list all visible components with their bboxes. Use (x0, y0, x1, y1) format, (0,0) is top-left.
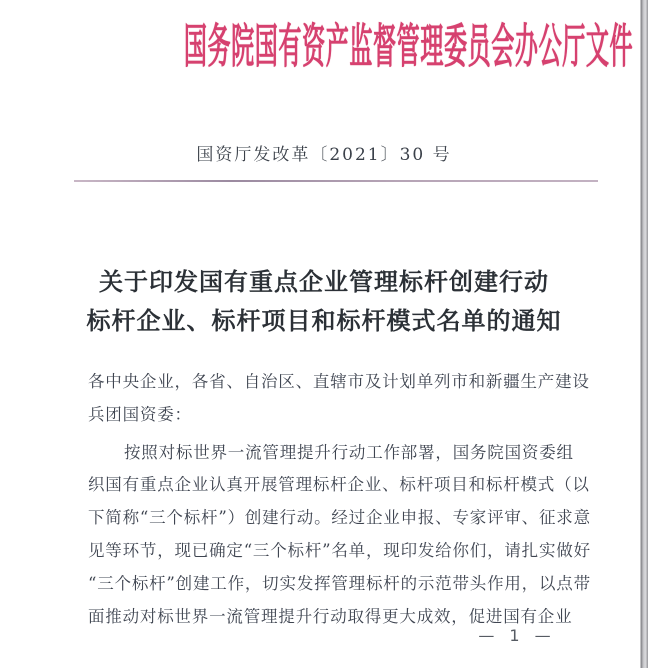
issuing-authority-title: 国务院国有资产监督管理委员会办公厅文件 (183, 18, 634, 74)
body-line: 见等环节，现已确定“三个标杆”名单，现印发给你们，请扎实做好 (88, 540, 591, 560)
document-title (0, 262, 648, 340)
body-line: 按照对标世界一流管理提升行动工作部署，国务院国资委组 (124, 442, 574, 462)
body-line: “三个标杆”创建工作，切实发挥管理标杆的示范带头作用，以点带 (88, 573, 591, 593)
scan-edge-shadow (638, 0, 648, 668)
document-body (88, 366, 593, 633)
document-title-line-1: 关于印发国有重点企业管理标杆创建行动 (99, 267, 549, 296)
body-line: 面推动对标世界一流管理提升行动取得更大成效，促进国有企业 (88, 606, 573, 626)
document-reference-number: 国资厅发改革〔2021〕30 号 (196, 145, 452, 165)
letterhead-separator-line (74, 180, 598, 182)
body-line-salutation-2: 兵团国资委： (88, 404, 192, 424)
document-letterhead (0, 18, 648, 74)
page-number: — 1 — (478, 626, 556, 645)
body-line: 织国有重点企业认真开展管理标杆企业、标杆项目和标杆模式（以 (88, 475, 590, 495)
body-line: 下简称“三个标杆”）创建行动。经过企业申报、专家评审、征求意 (88, 508, 591, 528)
document-title-line-2: 标杆企业、标杆项目和标杆模式名单的通知 (86, 306, 562, 335)
body-line-salutation-1: 各中央企业，各省、自治区、直辖市及计划单列市和新疆生产建设 (88, 372, 590, 391)
